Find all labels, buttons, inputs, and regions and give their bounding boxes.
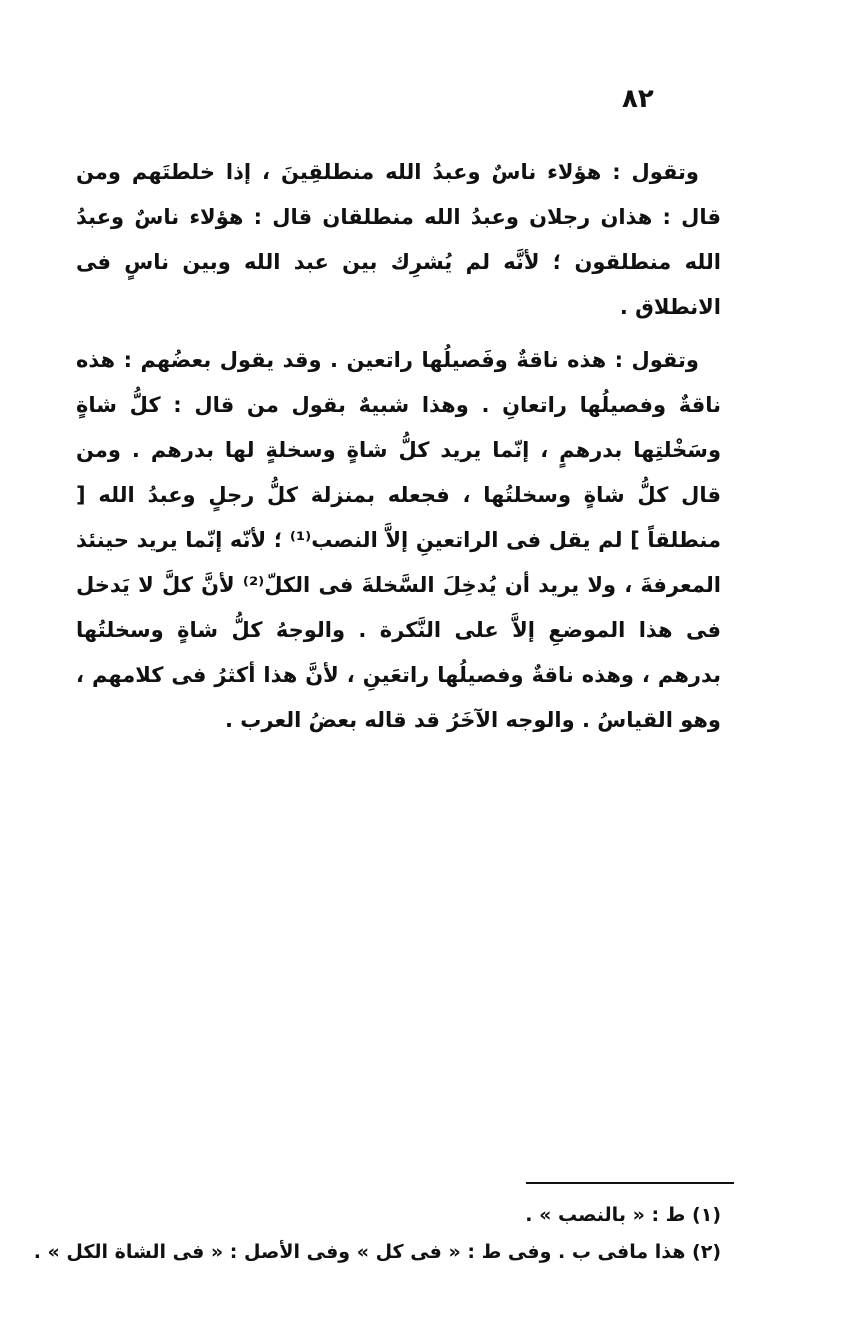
footnote-divider <box>526 1182 734 1184</box>
body-paragraph-1: وتقول : هؤلاء ناسٌ وعبدُ الله منطلقِينَ ، إذا خلطتَهم ومن قال : هذان رجلان وعبدُ الله منطلقان قال : هؤلاء ناسٌ وعبدُ الله منطلقون ؛ لأنَّه لم يُشرِك بين عبد الله وبين ناسٍ فى الانطلاق . <box>76 160 721 319</box>
footnotes <box>33 1197 721 1271</box>
body-paragraph-2: وتقول : هذه ناقةٌ وفَصيلُها راتعين . وقد يقول بعضُهم : هذه ناقةٌ وفصيلُها راتعانِ . وهذا شبيهٌ بقول من قال : كلُّ شاةٍ وسَخْلتِها بدرهمٍ ، إنّما يريد كلُّ شاةٍ وسخلةٍ لها بدرهم . ومن قال كلُّ شاةٍ وسخلتُها ، فجعله بمنزلة كلُّ رجلٍ وعبدُ الله [ منطلقاً ] لم يقل فى الراتعينِ إلاَّ النصب⁽¹⁾ ؛ لأنّه إنّما يريد حينئذ المعرفةَ ، ولا يريد أن يُدخِلَ السَّخلةَ فى الكلّ⁽²⁾ لأنَّ كلَّ لا يَدخل فى هذا الموضعِ إلاَّ على النَّكرة . والوجهُ كلُّ شاةٍ وسخلتُها بدرهم ، وهذه ناقةٌ وفصيلُها راتعَينِ ، لأنَّ هذا أكثرُ فى كلامهم ، وهو القياسُ . والوجه الآخَرُ قد قاله بعضُ العرب . <box>76 348 722 732</box>
footnote-2: (٢) هذا مافى ب . وفى ط : « فى كل » وفى الأصل : « فى الشاة الكل » . <box>33 1241 721 1263</box>
footnote-1: (١) ط : « بالنصب » . <box>525 1204 721 1226</box>
page-number: ٨٢ <box>622 84 654 114</box>
main-text <box>76 150 721 743</box>
